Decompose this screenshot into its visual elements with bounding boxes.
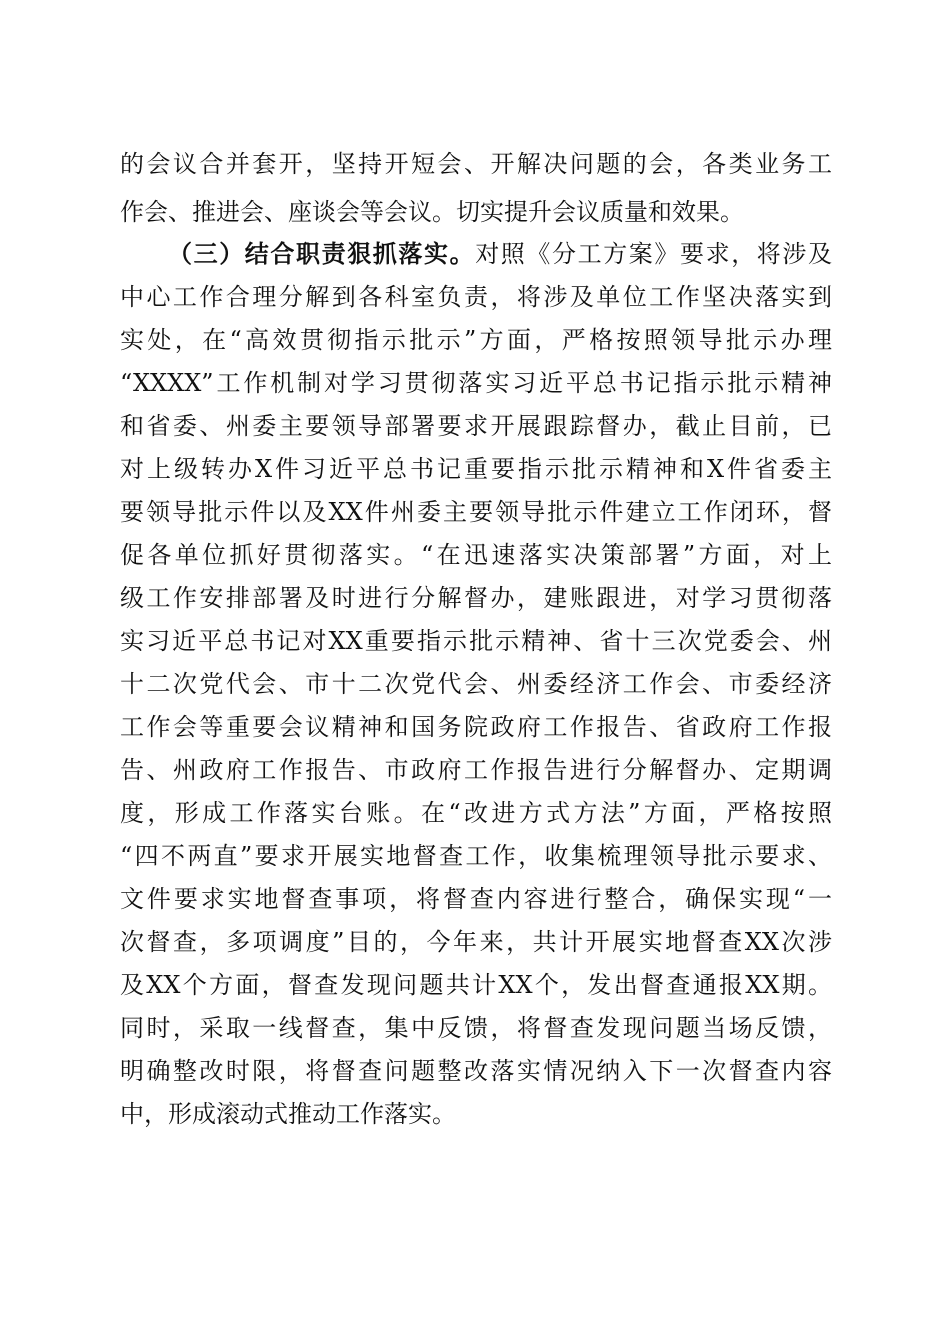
section-3-first-line-text: 对照《分工方案》要求，将涉及 [475,240,833,268]
paragraph-line: 度，形成工作落实台账。在“改进方式方法”方面，严格按照 [120,799,832,827]
paragraph-line: 实处，在“高效贯彻指示批示”方面，严格按照领导批示办理 [120,326,832,354]
paragraph-line: 中心工作合理分解到各科室负责，将涉及单位工作坚决落实到 [120,283,832,311]
paragraph-line: 和省委、州委主要领导部署要求开展跟踪督办，截止目前，已 [120,412,832,440]
paragraph-line: 告、州政府工作报告、市政府工作报告进行分解督办、定期调 [120,756,832,784]
paragraph-line: “XXXX”工作机制对学习贯彻落实习近平总书记指示批示精神 [120,369,832,397]
paragraph-line: 同时，采取一线督查，集中反馈，将督查发现问题当场反馈， [120,1014,832,1042]
paragraph-line: 工作会等重要会议精神和国务院政府工作报告、省政府工作报 [120,713,832,741]
paragraph-line: 中，形成滚动式推动工作落实。 [120,1100,456,1128]
paragraph-line: 作会、推进会、座谈会等会议。切实提升会议质量和效果。 [120,198,744,226]
paragraph-line: 及XX个方面，督查发现问题共计XX个，发出督查通报XX期。 [120,971,832,999]
paragraph-line: 实习近平总书记对XX重要指示批示精神、省十三次党委会、州 [120,627,832,655]
paragraph-line: 的会议合并套开，坚持开短会、开解决问题的会，各类业务工 [120,150,832,178]
paragraph-line: 促各单位抓好贯彻落实。“在迅速落实决策部署”方面，对上 [120,541,832,569]
paragraph-line: 明确整改时限，将督查问题整改落实情况纳入下一次督查内容 [120,1057,832,1085]
paragraph-line: “四不两直”要求开展实地督查工作，收集梳理领导批示要求、 [120,842,832,870]
paragraph-line: 要领导批示件以及XX件州委主要领导批示件建立工作闭环，督 [120,498,832,526]
paragraph-line: 对上级转办X件习近平总书记重要指示批示精神和X件省委主 [120,455,832,483]
paragraph-line: 次督查，多项调度”目的，今年来，共计开展实地督查XX次涉 [120,928,832,956]
section-3-heading: （三）结合职责狠抓落实。 [168,240,476,268]
paragraph-line: 十二次党代会、市十二次党代会、州委经济工作会、市委经济 [120,670,832,698]
paragraph-line: 文件要求实地督查事项，将督查内容进行整合，确保实现“一 [120,885,832,913]
section-3-first-line [168,238,832,270]
paragraph-line: 级工作安排部署及时进行分解督办，建账跟进，对学习贯彻落 [120,584,832,612]
